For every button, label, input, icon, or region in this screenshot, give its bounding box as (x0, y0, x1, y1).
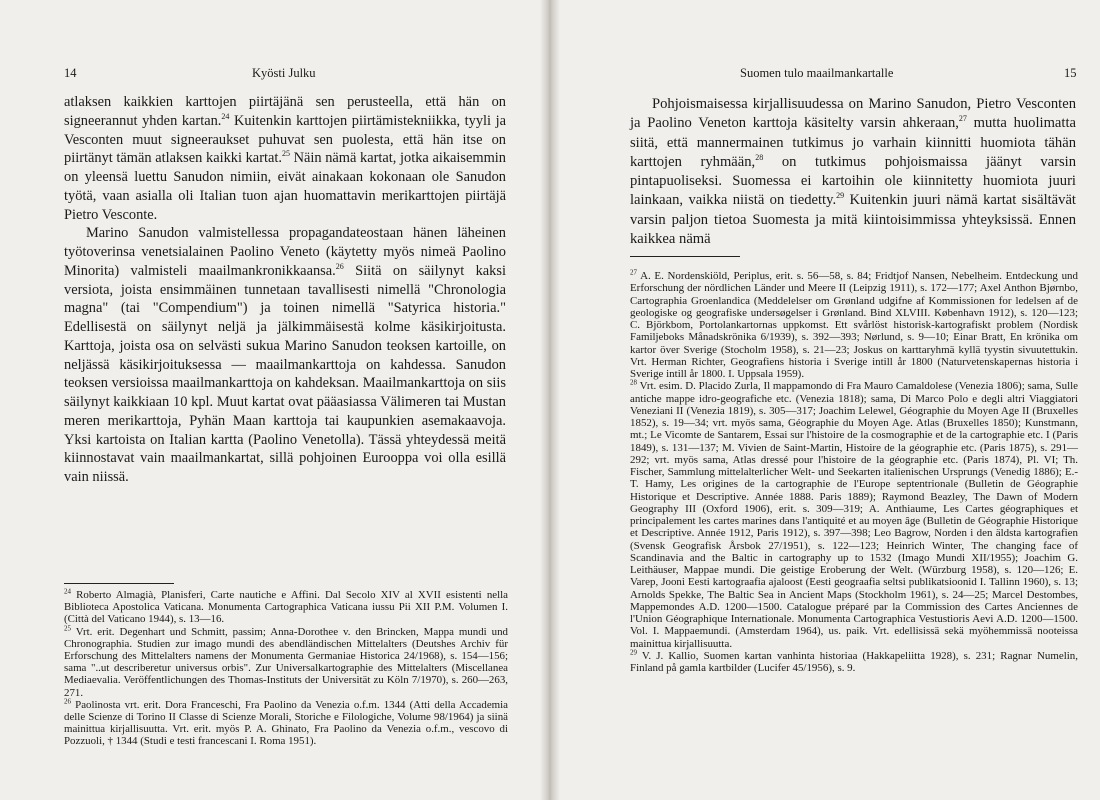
body-text (630, 95, 1076, 249)
footnote: $^{27}$ A. E. Nordenskiöld, Periplus, erit. s. 56—58, s. 84; Fridtjof Nansen, Nebelheim. Entdeckung und Erforschung der nördlichen Länder und Meere II (Leipzig 1911), s. 172—177; Axel Anthon Bjørnbo, Cartographia Groenlandica (Meddelelser om Grønland udgifne af Kommissionen for ledelsen af de geologiske og geografiske undersøgelser i Grønland. Bind XLVIII. København 1912), s. 120—123; C. Björkbom, Portolankartornas uppkomst. Ett svårlöst historisk-kartografiskt problem (Nordisk Familjeboks Månadskrönika 6/1939), s. 392—393; Nørlund, s. 9—10; Einar Bratt, En krönika om kartor över Sverige (Stocholm 1958), s. 21—23; Joskus on karttaryhmä kyllä tyystin sivuutettukin. Vrt. Herman Richter, Geografiens historia i Sverige intill år 1800 (Naturvetenskapernas historia i Sverige intill år 1800. I. Uppsala 1959). (630, 268, 1078, 380)
footnote-ref[interactable]: 29 (836, 191, 845, 201)
footnote-ref[interactable]: 27 (958, 114, 967, 124)
footnote: $^{28}$ Vrt. esim. D. Placido Zurla, Il mappamondo di Fra Mauro Camaldolese (Venezia 1806); sama, Sulle antiche mappe idro-geografiche etc. (Venezia 1818); sama, Di Marco Polo e degli altri Viaggiatori Veneziani II (Venezia 1819), s. 305—317; Joachim Lelewel, Géographie du Moyen Age II (Bruxelles 1852), s. 19—34; vrt. myös sama, Géographie du Moyen Age. Atlas (Bruxelles 1850); Kunstmann, mt.; Le Vicomte de Santarem, Essai sur l'histoire de la cosmographie et de la cartographie etc. I (Paris 1849), s. 131—137; M. Vivien de Saint-Martin, Histoire de la géographie etc. (Paris 1875), s. 291—292; vrt. myös sama, Atlas dressé pour l'histoire de la géographie etc. (Paris 1874), Pl. VI; Th. Fischer, Sammlung mittelalterlicher Welt- und Seekarten italienischen Ursprungs (Venedig 1886); E.-T. Hamy, Les origines de la cartographie de l'Europe septentrionale (Bulletin de Géographie Historique et Descriptive. Année 1888. Paris 1889); Raymond Beazley, The Dawn of Modern Geography III (Oxford 1906), erit. s. 309—319; A. Anthiaume, Les Cartes géographiques et principalement les cartes marines dans l'antiquité et au moyen âge (Bulletin de Géographie Historique et Descriptive. Année 1912, Paris 1912), s. 397—398; Leo Bagrow, Norden i den äldsta kartografien (Svensk Geografisk Årsbok 27/1951), s. 122—123; Heinrich Winter, The changing face of Scandinavia and the Baltic in cartography up to 1532 (Imago Mundi XII/1955); Joachim G. Leithäuser, Mappae mundi. Die geistige Eroberung der Welt. (Würzburg 1958), s. 120—126; E. Varep, Jooni Eesti kartograafia ajaloost (Eesti geograafia seltsi publikatsioonid I. Tallinn 1960), s. 13; Arnolds Spekke, The Baltic Sea in Ancient Maps (Stockholm 1961), s. 24—25; Marcel Destombes, Mappemondes A.D. 1200—1500. Catalogue préparé par la Commission des Cartes Anciennes de l'Union Géographique Internationale. Monumenta Cartographica Vestustioris Aevi A.D. 1200—1500. Vol. I. Mappaemundi. (Amsterdam 1964), us. paik. Vrt. edellisissä sekä myöhemmissä nooteissa mainittua kirjallisuutta. (630, 378, 1078, 650)
paragraph: atlaksen kaikkien karttojen piirtäjänä sen perusteella, että hän on signeerannut yhden kartan.$^{24}$ Kuitenkin karttojen piirtämistekniikka, tyyli ja Vesconten muut signeeraukset puhuvat sen puolesta, että hän itse on piirtänyt tämän atlaksen kaikki kartat.$^{25}$ Näin nämä kartat, jotka aikaisemmin on yleensä luettu Sanudon nimiin, eivät ainakaan kokonaan ole Sanudon työtä, vaan asialla oli Italian tuon ajan huomattavin merikarttojen piirtäjä Pietro Vesconte. (64, 94, 506, 223)
footnote-ref[interactable]: 24 (221, 111, 230, 121)
left-page (0, 0, 548, 800)
footnotes (64, 589, 508, 748)
footnote-ref[interactable]: 28 (755, 153, 764, 163)
footnote: $^{29}$ V. J. Kallio, Suomen kartan vanhinta historiaa (Hakkapeliitta 1928), s. 231; Ragnar Numelin, Finland på gamla kartbilder (Lucifer 45/1956), s. 9. (630, 648, 1078, 674)
footnote-ref[interactable]: 25 (281, 149, 290, 159)
footnote: $^{24}$ Roberto Almagià, Planisferi, Carte nautiche e Affini. Dal Secolo XIV al XVII esistenti nella Biblioteca Apostolica Vaticana. Monumenta Cartographica Vaticana iussu Pii XII P.M. Volumen I. (Città del Vaticano 1944), s. 13—16. (64, 587, 508, 626)
running-title: Kyösti Julku (252, 66, 316, 80)
paragraph: Pohjoismaisessa kirjallisuudessa on Marino Sanudon, Pietro Vesconten ja Paolino Veneton karttoja käsitelty varsin ahkeraan,$^{27}$ mutta huolimatta siitä, että mannermainen tutkimus jo varhain kiinnitti huomiota tähän karttojen ryhmään,$^{28}$ on tutkimus pohjoismaissa jäänyt varsin pintapuoliseksi. Suomessa ei kartoihin ole kiinnitetty huomiota juuri lainkaan, vaikka niistä on tiedetty.$^{29}$ Kuitenkin juuri nämä kartat sisältävät varsin paljon tietoa Suomesta ja mitä kiintoisimmissa yhteyksissä. Ennen kaikkea nämä (630, 96, 1076, 248)
footnotes (630, 270, 1078, 674)
footnote-rule (64, 583, 174, 584)
right-page (552, 0, 1100, 800)
footnote: $^{25}$ Vrt. erit. Degenhart und Schmitt, passim; Anna-Dorothee v. den Brincken, Mappa mundi und Chronographia. Studien zur imago mundi des abendländischen Mittelalters (Deutshes Archiv für Erforschung des Mittelalters namens der Monumenta Germaniae Historica 24/1968), s. 154—156; sama "..ut describeretur universus orbis". Zur Universalkartographie des Mittelalters (Miscellanea Mediaevalia. Veröffentlichungen des Thomas-Instituts der Universität zu Köln 7/1970), s. 260—263, 271. (64, 623, 508, 699)
paragraph: Marino Sanudon valmistellessa propagandateostaan hänen läheinen työtoverinsa venetsialainen Paolino Veneto (käytetty myös nimeä Paolino Minorita) valmisteli maailmankronikkaansa.$^{26}$ Siitä on säilynyt kaksi versiota, joista ensimmäinen tunnetaan tavallisesti nimellä "Chronologia magna" (tai "Compendium") ja toinen nimellä "Satyrica historia." Edellisestä on säilynyt neljä ja jälkimmäisestä kolme käsikirjoitusta. Karttoja, joista osa on selvästi sukua Marino Sanudon teoksen kartoille, on neljässä käsikirjoituksessa — maailmankarttoja on kahdessa. Sanudon teoksen versioissa maailmankarttoja on kahdeksan. Maailmankarttoja on siis säilynyt kaikkiaan 10 kpl. Muut kartat ovat pääasiassa Välimeren tai Mustan meren merikarttoja, Pyhän Maan karttoja tai kaupunkien asemakaavoja. Yksi kartoista on Italian kartta (Paolino Venetolla). Tässä yhteydessä meitä kiinnostavat vain maailmankartat, sillä pohjoinen Eurooppa voi olla esillä vain niissä. (64, 225, 506, 485)
footnote-ref[interactable]: 26 (335, 261, 344, 271)
running-title: Suomen tulo maailmankartalle (740, 66, 894, 80)
page-number: 14 (64, 66, 77, 80)
footnote-rule (630, 256, 740, 257)
body-text (64, 93, 506, 487)
page-number: 15 (1064, 66, 1077, 80)
book-gutter (540, 0, 560, 800)
footnote: $^{26}$ Paolinosta vrt. erit. Dora Franceschi, Fra Paolino da Venezia o.f.m. 1344 (Atti della Accademia delle Scienze di Torino II Classe di Scienze Morali, Storiche e Filologiche, Volume 98/1964) ja siinä mainittua kirjallisuutta. Vrt. erit. myös P. A. Ghinato, Fra Paolino da Venezia o.f.m., vescovo di Pozzuoli, † 1344 (Studi e testi francescani I. Roma 1951). (64, 697, 508, 748)
